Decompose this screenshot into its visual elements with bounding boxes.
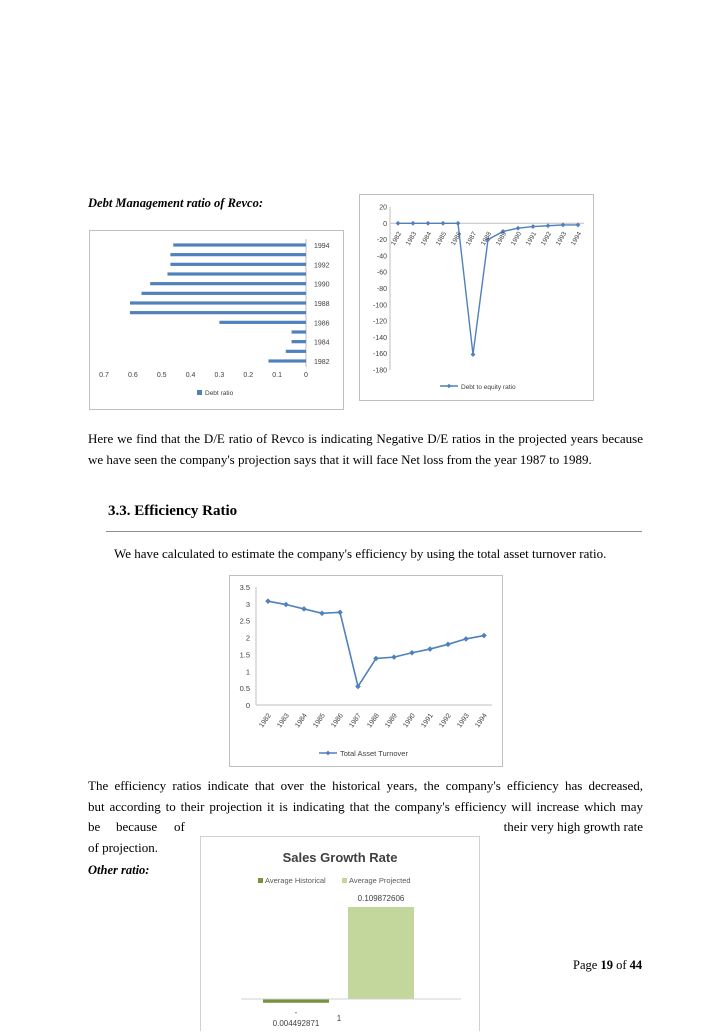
- x-tick-label: 1987: [464, 230, 479, 247]
- bar-average-projected: [348, 907, 414, 999]
- y-tick-label: 2.5: [239, 616, 250, 626]
- data-point: [516, 226, 521, 231]
- chart-title: Sales Growth Rate: [282, 850, 398, 865]
- category-label: 1986: [314, 320, 330, 328]
- category-label: 1988: [314, 301, 330, 308]
- x-tick-label: 1990: [402, 712, 417, 730]
- x-tick-label: 1989: [494, 230, 509, 247]
- x-tick-label: 1993: [554, 230, 569, 247]
- series-line: [268, 601, 484, 686]
- section-number: 3.3.: [108, 503, 131, 519]
- bar-1994: [173, 243, 306, 246]
- bar-1993: [170, 253, 306, 256]
- legend-label: Debt to equity ratio: [461, 384, 516, 391]
- data-point: [471, 352, 476, 357]
- legend-marker: [326, 751, 331, 756]
- x-tick-label: 1992: [438, 712, 453, 730]
- section-divider: [106, 531, 642, 532]
- x-tick-label: 0.3: [214, 372, 225, 379]
- x-tick-label: 1993: [456, 712, 471, 730]
- data-point: [445, 642, 451, 648]
- x-tick-label: 1991: [420, 712, 435, 730]
- x-tick-label: 1982: [258, 712, 273, 730]
- paragraph-line: but according to their projection it is indicating that the company's efficiency will increase which may: [88, 798, 643, 814]
- y-tick-label: 1: [245, 667, 250, 677]
- bar-1992: [170, 263, 306, 266]
- category-label: 1984: [314, 339, 330, 347]
- data-point: [481, 633, 487, 639]
- x-tick-label: 1989: [384, 712, 399, 730]
- legend-swatch-projected: [342, 878, 347, 883]
- footer-total: 44: [629, 958, 643, 972]
- sales-growth-rate-chart-svg: [201, 837, 479, 1031]
- footer-page: 19: [600, 958, 613, 972]
- paragraph-line: [88, 817, 643, 838]
- paragraph-line: The efficiency ratios indicate that over the historical years, the company's efficiency has decreased,: [88, 778, 643, 793]
- bar-1985: [292, 330, 306, 333]
- data-point: [411, 221, 416, 226]
- bar-1983: [286, 350, 306, 353]
- bar-1984: [292, 340, 306, 343]
- data-point: [391, 654, 397, 660]
- x-tick-label: 1: [336, 1014, 342, 1023]
- y-tick-label: 0: [383, 220, 387, 228]
- total-asset-turnover-chart: [229, 575, 503, 767]
- x-tick-label: 1987: [348, 712, 363, 730]
- legend-marker: [447, 384, 451, 388]
- total-asset-turnover-chart-svg: [230, 576, 502, 766]
- text-fragment: their very high growth rate: [503, 819, 643, 834]
- efficiency-intro-text: We have calculated to estimate the company's efficiency by using the total asset turnover ratio.: [114, 546, 607, 561]
- x-tick-label: 0.5: [156, 372, 167, 379]
- y-tick-label: 0: [245, 701, 250, 710]
- y-tick-label: -140: [372, 334, 387, 342]
- footer-prefix: Page: [573, 958, 598, 972]
- x-tick-label: 1991: [524, 230, 539, 247]
- x-tick-label: 0.2: [243, 372, 254, 379]
- bar-1988: [130, 301, 306, 304]
- x-tick-label: 0.1: [272, 372, 283, 379]
- section-title: Efficiency Ratio: [134, 503, 238, 519]
- data-point: [301, 606, 307, 612]
- debt-ratio-chart-svg: [90, 231, 343, 409]
- legend-label-projected: Average Projected: [349, 876, 411, 885]
- data-label-historical: 0.004492871: [272, 1019, 320, 1028]
- data-label-minus: -: [294, 1008, 298, 1017]
- y-tick-label: 2: [245, 633, 250, 643]
- y-tick-label: 3: [245, 599, 250, 609]
- category-label: 1994: [314, 243, 330, 250]
- y-tick-label: 20: [379, 204, 387, 212]
- y-tick-label: 0.5: [239, 684, 250, 694]
- x-tick-label: 1990: [509, 230, 524, 247]
- data-point: [463, 636, 469, 642]
- sales-growth-rate-chart: [200, 836, 480, 1031]
- data-point: [546, 223, 551, 228]
- data-point: [409, 650, 415, 656]
- x-tick-label: 1988: [479, 230, 494, 247]
- data-label-projected: 0.109872606: [357, 894, 405, 903]
- page-number-footer: [573, 958, 642, 973]
- data-point: [456, 221, 461, 226]
- y-tick-label: -80: [376, 286, 387, 293]
- y-tick-label: 1.5: [239, 650, 250, 660]
- footer-sep: of: [616, 958, 627, 972]
- debt-ratio-chart: [89, 230, 344, 410]
- x-tick-label: 0.7: [99, 372, 109, 379]
- data-point: [531, 224, 536, 229]
- data-point: [427, 646, 433, 652]
- category-label: 1990: [314, 281, 330, 289]
- debt-management-heading: Debt Management ratio of Revco:: [88, 196, 263, 210]
- x-tick-label: 0: [304, 372, 308, 379]
- legend-label: Debt ratio: [205, 390, 234, 397]
- y-tick-label: -40: [376, 253, 387, 261]
- y-tick-label: 3.5: [239, 583, 250, 592]
- data-point: [265, 598, 271, 604]
- legend-label: Total Asset Turnover: [340, 749, 408, 758]
- category-label: 1982: [314, 359, 330, 366]
- word: of: [174, 819, 185, 834]
- x-tick-label: 1986: [330, 712, 345, 730]
- debt-analysis-paragraph: Here we find that the D/E ratio of Revco is indicating Negative D/E ratios in the projected years because we have seen the company's projection says that it will face Net loss from the year 1987 to 1989.: [88, 431, 643, 467]
- x-tick-label: 1983: [276, 712, 291, 730]
- legend-swatch-historical: [258, 878, 263, 883]
- x-tick-label: 1984: [294, 712, 309, 730]
- x-tick-label: 0.4: [185, 372, 196, 379]
- y-tick-label: -160: [372, 351, 387, 359]
- y-tick-label: -60: [376, 269, 387, 277]
- y-tick-label: -180: [372, 367, 387, 375]
- bar-1990: [150, 282, 306, 285]
- other-ratio-heading: Other ratio:: [88, 863, 150, 877]
- x-tick-label: 1988: [366, 712, 381, 730]
- bar-average-historical: [263, 999, 329, 1003]
- x-tick-label: 1985: [312, 712, 327, 730]
- word: because: [116, 819, 158, 834]
- y-tick-label: -120: [372, 318, 387, 326]
- bar-1991: [167, 272, 306, 275]
- debt-to-equity-chart: [359, 194, 594, 401]
- legend-label-historical: Average Historical: [265, 876, 326, 885]
- y-tick-label: -20: [376, 237, 387, 245]
- x-tick-label: 1994: [569, 230, 584, 247]
- x-tick-label: 0.6: [127, 372, 138, 379]
- y-tick-label: -100: [372, 302, 387, 310]
- x-tick-label: 1982: [389, 230, 404, 247]
- bar-1986: [219, 321, 306, 324]
- debt-to-equity-chart-svg: [360, 195, 593, 400]
- x-tick-label: 1994: [474, 712, 489, 730]
- x-tick-label: 1984: [419, 230, 434, 247]
- legend-swatch: [197, 390, 202, 395]
- x-tick-label: 1992: [539, 230, 554, 247]
- bar-1987: [130, 311, 306, 314]
- x-tick-label: 1985: [434, 230, 449, 247]
- paragraph-line: of projection.: [88, 839, 159, 855]
- word: be: [88, 819, 101, 834]
- data-point: [396, 221, 401, 226]
- x-tick-label: 1983: [404, 230, 419, 247]
- category-label: 1992: [314, 262, 330, 270]
- data-point: [319, 610, 325, 616]
- bar-1982: [268, 359, 306, 362]
- data-point: [283, 602, 289, 608]
- data-point: [426, 221, 431, 226]
- data-point: [337, 609, 343, 615]
- section-heading: [108, 503, 237, 520]
- x-tick-label: 1986: [449, 230, 464, 247]
- bar-1989: [142, 292, 306, 295]
- data-point: [441, 221, 446, 226]
